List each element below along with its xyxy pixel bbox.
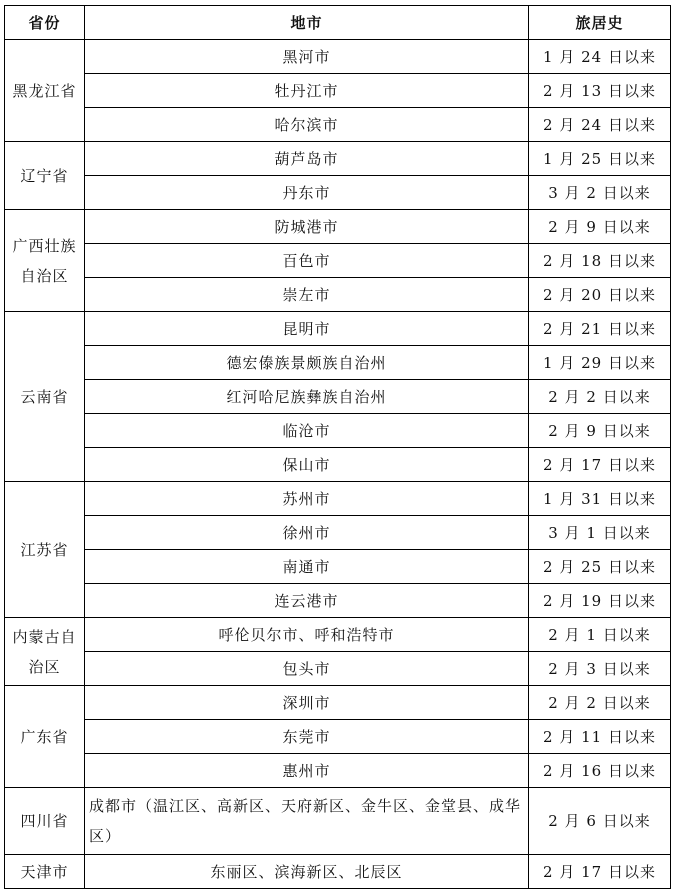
table-row <box>5 142 671 176</box>
table-row <box>5 754 671 788</box>
travel-history-cell: 2 月 3 日以来 <box>529 652 671 686</box>
city-cell: 成都市（温江区、高新区、天府新区、金牛区、金堂县、成华区） <box>85 788 529 855</box>
city-cell: 哈尔滨市 <box>85 108 529 142</box>
province-name: 内蒙古自治区 <box>12 627 77 676</box>
table-row <box>5 210 671 244</box>
table-row <box>5 482 671 516</box>
province-cell <box>5 40 85 142</box>
province-cell <box>5 210 85 312</box>
travel-history-cell: 2 月 20 日以来 <box>529 278 671 312</box>
travel-history-cell: 3 月 2 日以来 <box>529 176 671 210</box>
city-cell: 呼伦贝尔市、呼和浩特市 <box>85 618 529 652</box>
city-cell: 包头市 <box>85 652 529 686</box>
header-province: 省份 <box>5 6 85 40</box>
city-cell: 昆明市 <box>85 312 529 346</box>
travel-history-cell: 2 月 1 日以来 <box>529 618 671 652</box>
city-cell: 连云港市 <box>85 584 529 618</box>
travel-history-cell: 2 月 21 日以来 <box>529 312 671 346</box>
travel-history-table <box>4 5 671 889</box>
travel-history-cell: 2 月 17 日以来 <box>529 855 671 889</box>
province-name: 云南省 <box>20 387 69 406</box>
city-cell: 东莞市 <box>85 720 529 754</box>
table-row <box>5 414 671 448</box>
city-cell: 红河哈尼族彝族自治州 <box>85 380 529 414</box>
table-row <box>5 176 671 210</box>
table-row <box>5 448 671 482</box>
province-cell <box>5 855 85 889</box>
province-cell <box>5 788 85 855</box>
table-header-row <box>5 6 671 40</box>
city-cell: 临沧市 <box>85 414 529 448</box>
header-history: 旅居史 <box>529 6 671 40</box>
table-row <box>5 74 671 108</box>
city-cell: 保山市 <box>85 448 529 482</box>
city-cell: 东丽区、滨海新区、北辰区 <box>85 855 529 889</box>
travel-history-cell: 2 月 6 日以来 <box>529 788 671 855</box>
city-cell: 崇左市 <box>85 278 529 312</box>
travel-history-cell: 2 月 2 日以来 <box>529 686 671 720</box>
table-row <box>5 686 671 720</box>
city-cell: 德宏傣族景颇族自治州 <box>85 346 529 380</box>
travel-history-cell: 2 月 9 日以来 <box>529 210 671 244</box>
table-row <box>5 244 671 278</box>
table-row <box>5 550 671 584</box>
travel-history-cell: 2 月 19 日以来 <box>529 584 671 618</box>
city-cell: 百色市 <box>85 244 529 278</box>
city-cell: 葫芦岛市 <box>85 142 529 176</box>
city-cell: 徐州市 <box>85 516 529 550</box>
table-row <box>5 516 671 550</box>
province-cell <box>5 686 85 788</box>
travel-history-cell: 2 月 24 日以来 <box>529 108 671 142</box>
travel-history-cell: 3 月 1 日以来 <box>529 516 671 550</box>
travel-history-cell: 1 月 25 日以来 <box>529 142 671 176</box>
table-row <box>5 108 671 142</box>
travel-history-cell: 1 月 29 日以来 <box>529 346 671 380</box>
province-cell <box>5 618 85 686</box>
province-name: 四川省 <box>20 812 69 830</box>
city-cell: 惠州市 <box>85 754 529 788</box>
city-cell: 丹东市 <box>85 176 529 210</box>
table-row <box>5 584 671 618</box>
table-row <box>5 788 671 855</box>
table-body <box>5 40 671 889</box>
table-row <box>5 380 671 414</box>
city-cell: 防城港市 <box>85 210 529 244</box>
province-name: 江苏省 <box>20 540 69 559</box>
table-row <box>5 278 671 312</box>
table-row <box>5 40 671 74</box>
travel-history-cell: 2 月 2 日以来 <box>529 380 671 414</box>
table-row <box>5 312 671 346</box>
table-row <box>5 855 671 889</box>
travel-history-cell: 2 月 25 日以来 <box>529 550 671 584</box>
city-cell: 深圳市 <box>85 686 529 720</box>
city-cell: 苏州市 <box>85 482 529 516</box>
travel-history-cell: 2 月 18 日以来 <box>529 244 671 278</box>
travel-history-cell: 2 月 17 日以来 <box>529 448 671 482</box>
travel-history-cell: 2 月 11 日以来 <box>529 720 671 754</box>
province-cell <box>5 142 85 210</box>
province-name: 广西壮族自治区 <box>12 236 77 285</box>
table-row <box>5 720 671 754</box>
city-cell: 牡丹江市 <box>85 74 529 108</box>
travel-history-cell: 1 月 24 日以来 <box>529 40 671 74</box>
header-city: 地市 <box>85 6 529 40</box>
table-row <box>5 346 671 380</box>
province-name: 天津市 <box>20 862 69 881</box>
travel-history-cell: 2 月 9 日以来 <box>529 414 671 448</box>
travel-history-cell: 1 月 31 日以来 <box>529 482 671 516</box>
table-row <box>5 652 671 686</box>
province-cell <box>5 482 85 618</box>
table-row <box>5 618 671 652</box>
travel-history-cell: 2 月 16 日以来 <box>529 754 671 788</box>
travel-history-cell: 2 月 13 日以来 <box>529 74 671 108</box>
province-cell <box>5 312 85 482</box>
city-cell: 南通市 <box>85 550 529 584</box>
province-name: 黑龙江省 <box>12 81 77 100</box>
province-name: 辽宁省 <box>20 166 69 185</box>
city-cell: 黑河市 <box>85 40 529 74</box>
province-name: 广东省 <box>20 727 69 746</box>
